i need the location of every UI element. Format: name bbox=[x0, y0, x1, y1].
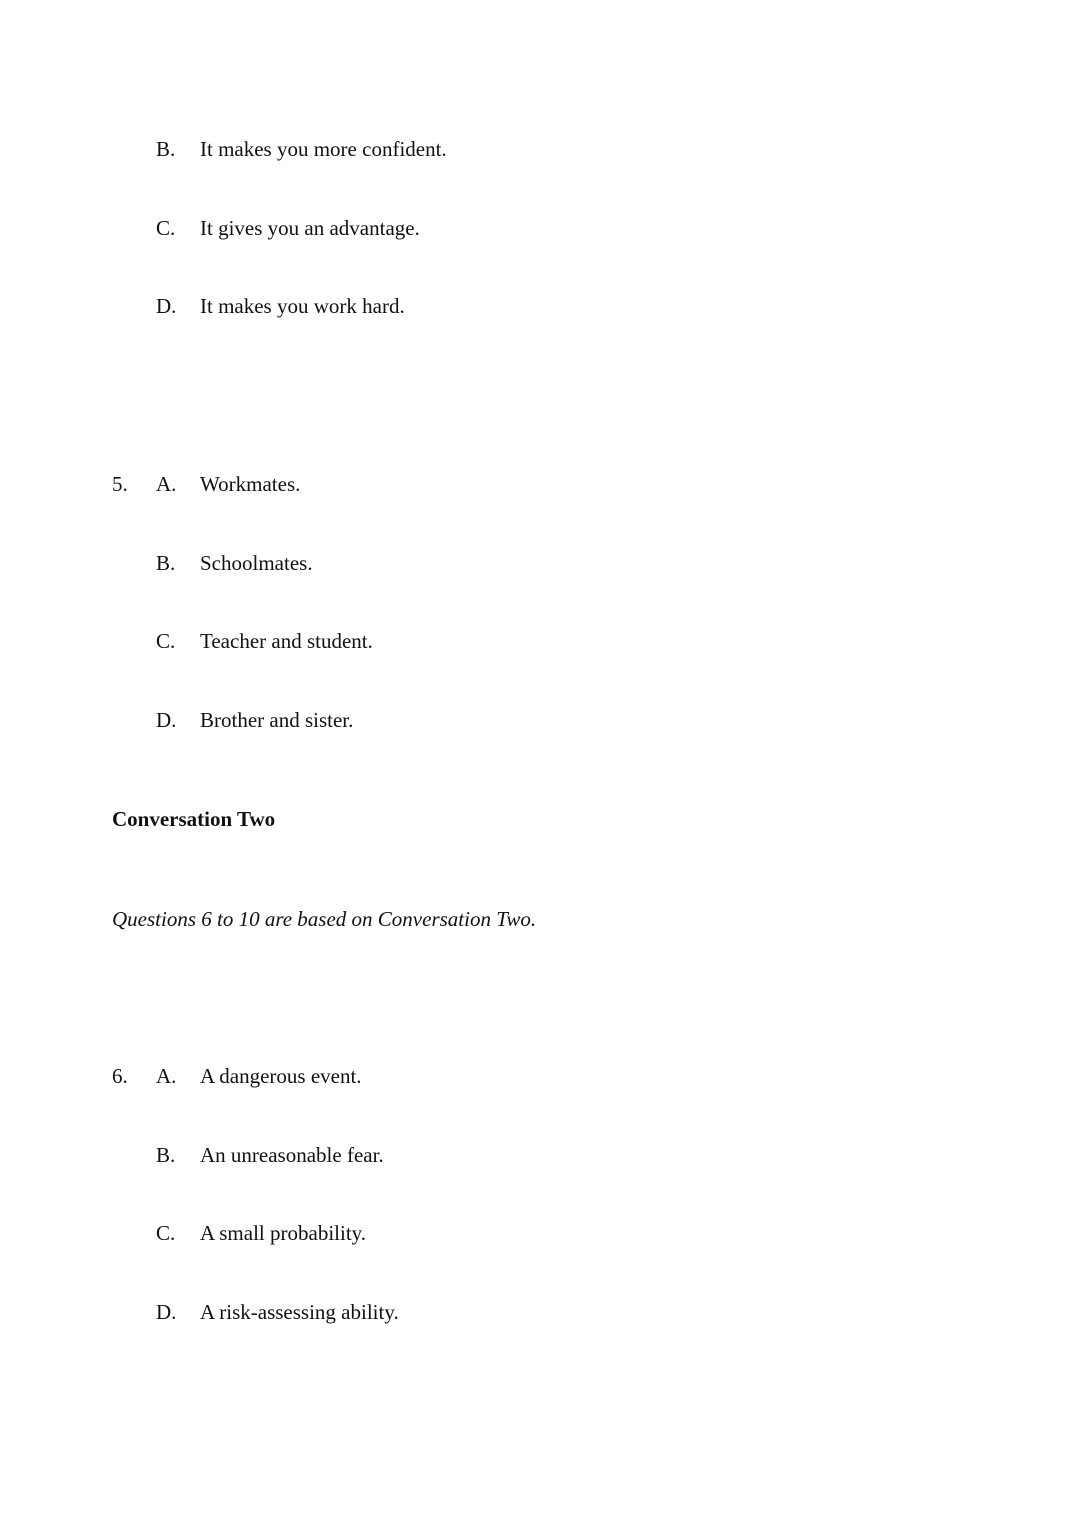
option-letter: D. bbox=[156, 708, 177, 732]
option-letter: B. bbox=[156, 1143, 176, 1167]
option-text: It makes you work hard. bbox=[200, 294, 405, 318]
section-heading: Conversation Two bbox=[112, 807, 276, 831]
option-text: Brother and sister. bbox=[200, 708, 354, 732]
option-text: Workmates. bbox=[200, 472, 301, 496]
option-letter: C. bbox=[156, 629, 176, 653]
section-instruction: Questions 6 to 10 are based on Conversation Two. bbox=[112, 907, 537, 931]
option-letter: A. bbox=[156, 1064, 177, 1088]
option-letter: C. bbox=[156, 1221, 176, 1245]
option-text: It gives you an advantage. bbox=[200, 216, 420, 240]
option-letter: D. bbox=[156, 294, 177, 318]
option-text: It makes you more confident. bbox=[200, 137, 447, 161]
question-number: 5. bbox=[112, 472, 128, 496]
option-text: A dangerous event. bbox=[200, 1064, 362, 1088]
option-text: Teacher and student. bbox=[200, 629, 373, 653]
option-letter: C. bbox=[156, 216, 176, 240]
option-letter: D. bbox=[156, 1300, 177, 1324]
option-letter: B. bbox=[156, 551, 176, 575]
question-number: 6. bbox=[112, 1064, 128, 1088]
option-letter: B. bbox=[156, 137, 176, 161]
option-text: A risk-assessing ability. bbox=[200, 1300, 399, 1324]
option-letter: A. bbox=[156, 472, 177, 496]
option-text: An unreasonable fear. bbox=[200, 1143, 384, 1167]
option-text: Schoolmates. bbox=[200, 551, 313, 575]
option-text: A small probability. bbox=[200, 1221, 367, 1245]
